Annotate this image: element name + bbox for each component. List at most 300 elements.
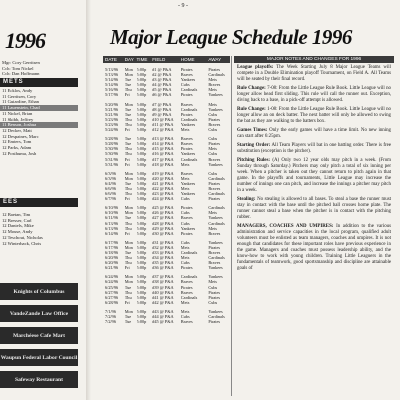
- home-team: Cardinals: [180, 116, 198, 122]
- game-day: Fri: [124, 156, 130, 162]
- game-time: 5:00p: [136, 92, 147, 98]
- rule-heading: Rule Change:: [237, 86, 266, 91]
- game-time: 5:00p: [136, 175, 147, 181]
- game-day: Mon: [124, 244, 133, 250]
- game-field: #31 @ P&A: [152, 239, 174, 245]
- home-team: Yankees: [180, 191, 196, 197]
- team-header-second: EES: [0, 198, 78, 207]
- game-day: Tue: [124, 106, 132, 112]
- roster-row: 11 Gerritsen, Cory: [2, 93, 37, 99]
- game-day: Tue: [124, 319, 132, 325]
- game-field: #36 @ P&A: [152, 265, 174, 271]
- game-day: Mon: [124, 101, 133, 107]
- schedule-row: [103, 265, 230, 270]
- game-date: 5/21/96: [105, 111, 119, 117]
- rule-text: (A) Only two 12 year olds may pitch in a week. (From Sunday through Saturday.) Pitchers may only pitch a total of six inning per week. When a pitcher is taken out they cannot return to pitch again in that game. In the playoffs and tournaments, Little League may increase the number of innings one can pitch, and increase the innings a pitcher may pitch in a week.: [237, 158, 391, 193]
- game-date: 6/27/96: [105, 294, 119, 300]
- page-gutter: [86, 0, 91, 400]
- roster-row: 12 Baetan, Tim: [2, 212, 31, 217]
- home-team: Pirates: [180, 146, 193, 152]
- sponsor-vandezande-law-office: VandeZande Law Office: [0, 305, 78, 322]
- away-team: Pirates: [208, 196, 221, 202]
- game-field: #23 @ P&A: [152, 191, 174, 197]
- roster-row: 12 Mouse, Andy: [2, 229, 33, 235]
- schedule-body: [103, 63, 230, 324]
- rule-paragraph: [237, 128, 391, 140]
- game-time: 5:00p: [136, 180, 147, 186]
- game-field: #6 @ P&A: [152, 92, 172, 98]
- game-field: #33 @ P&A: [152, 250, 174, 255]
- away-team: Cubs: [208, 284, 218, 290]
- game-field: #40 @ P&A: [152, 289, 174, 295]
- game-day: Fri: [124, 196, 130, 202]
- home-team: Cardinals: [180, 156, 198, 162]
- game-date: 6/10/96: [105, 210, 119, 216]
- game-time: 5:00p: [136, 151, 147, 157]
- game-time: 5:00p: [136, 156, 147, 162]
- game-time: 5:00p: [136, 111, 147, 117]
- away-team: Braves: [208, 260, 221, 266]
- away-team: Mets: [208, 210, 217, 216]
- home-team: Pirates: [180, 230, 193, 236]
- game-time: 5:00p: [136, 299, 147, 305]
- column-header-away: AWAY: [208, 57, 222, 62]
- game-day: Fri: [124, 265, 130, 271]
- game-field: #39 @ P&A: [152, 284, 174, 290]
- away-team: Braves: [208, 82, 221, 88]
- home-team: Mets: [180, 244, 190, 250]
- away-team: Yankees: [208, 239, 223, 245]
- game-time: 5:00p: [136, 196, 147, 202]
- away-team: Cubs: [208, 151, 218, 157]
- game-date: 6/24/96: [105, 279, 119, 285]
- game-field: #41 @ P&A: [152, 294, 174, 300]
- away-team: Pirates: [208, 294, 221, 300]
- away-team: Mets: [208, 101, 217, 107]
- roster-row: 12 Decker, Matt: [2, 127, 32, 133]
- home-team: Mets: [180, 127, 190, 133]
- game-day: Thu: [124, 255, 132, 261]
- game-field: #22 @ P&A: [152, 185, 174, 191]
- game-time: 5:00p: [136, 284, 147, 290]
- game-field: #1 @ P&A: [152, 67, 172, 72]
- game-time: 5:00p: [136, 289, 147, 295]
- game-date: 5/23/96: [105, 121, 119, 127]
- coach-list: [0, 60, 78, 77]
- rule-heading: League playoffs:: [237, 65, 274, 70]
- game-date: 6/20/96: [105, 255, 119, 261]
- home-team: Cardinals: [180, 106, 198, 112]
- game-time: 5:00p: [136, 72, 147, 78]
- game-day: Thu: [124, 146, 132, 152]
- game-day: Tue: [124, 77, 132, 83]
- away-team: Braves: [208, 156, 221, 162]
- rules-header: MAJOR NOTES AND CHANGES FOR 1996: [234, 56, 394, 63]
- home-team: Cubs: [180, 196, 190, 202]
- game-date: 5/30/96: [105, 151, 119, 157]
- home-team: Yankees: [180, 121, 196, 127]
- game-date: 5/21/96: [105, 106, 119, 112]
- rule-heading: Rule Change:: [237, 107, 266, 112]
- rule-paragraph: [237, 107, 391, 125]
- rule-heading: Pitching Rules:: [237, 158, 271, 163]
- home-team: Mets: [180, 299, 190, 305]
- game-day: Mon: [124, 274, 133, 280]
- away-team: Yankees: [208, 308, 223, 314]
- game-date: 7/1/96: [105, 308, 116, 314]
- away-team: Yankees: [208, 265, 223, 271]
- away-team: Cardinals: [208, 191, 225, 197]
- roster-row: 12 Daniels, Mike: [2, 223, 34, 229]
- game-day: Thu: [124, 87, 132, 93]
- away-team: Cardinals: [208, 220, 225, 226]
- game-field: #11 @ P&A: [152, 121, 174, 127]
- game-field: #15 @ P&A: [152, 146, 174, 152]
- game-date: 5/13/96: [105, 67, 119, 72]
- game-time: 5:00p: [136, 121, 147, 127]
- game-time: 5:00p: [136, 265, 147, 271]
- away-team: Yankees: [208, 92, 223, 98]
- rule-paragraph: [237, 197, 391, 221]
- sponsor-safeway-restaurant: Safeway Restaurant: [0, 371, 78, 388]
- game-date: 6/24/96: [105, 274, 119, 280]
- game-field: #17 @ P&A: [152, 156, 174, 162]
- away-team: Cardinals: [208, 205, 225, 211]
- game-day: Mon: [124, 279, 133, 285]
- game-field: #38 @ P&A: [152, 279, 174, 285]
- game-date: 5/28/96: [105, 141, 119, 147]
- game-field: #28 @ P&A: [152, 220, 174, 226]
- game-field: #9 @ P&A: [152, 111, 172, 117]
- rule-text: The Week Starting July 8 Major League Teams will compete in a Double Elimination playoff Tournament, on Field A. All Teams will be seated by their final record.: [237, 65, 392, 82]
- rule-text: No stealing is allowed to all bases. To steal a base the runner must stay in contact with the base until the pitched ball crosses home plate. The runner cannot steal a base when the pitcher is in contact with the pitching rubber.: [237, 197, 391, 220]
- game-day: Thu: [124, 289, 132, 295]
- team-roster-mets: [0, 88, 78, 156]
- roster-row: 12 Teschout, Nicholas: [2, 234, 43, 240]
- game-time: 5:00p: [136, 141, 147, 147]
- game-date: 6/10/96: [105, 205, 119, 211]
- roster-row: Mgr: Cory Gerritsen: [2, 60, 40, 65]
- game-time: 5:00p: [136, 146, 147, 152]
- home-team: Mets: [180, 308, 190, 314]
- game-field: #34 @ P&A: [152, 255, 174, 261]
- game-date: 5/14/96: [105, 77, 119, 83]
- game-time: 5:00p: [136, 274, 147, 280]
- column-header-time: TIME: [136, 57, 148, 62]
- home-team: Pirates: [180, 265, 193, 271]
- game-date: 6/13/96: [105, 220, 119, 226]
- roster-row: 11 Ecklos, Andy: [2, 88, 33, 93]
- game-date: 5/20/96: [105, 101, 119, 107]
- away-team: Pirates: [208, 116, 221, 122]
- home-team: Cardinals: [180, 274, 198, 280]
- game-field: #35 @ P&A: [152, 260, 174, 266]
- home-team: Pirates: [180, 67, 193, 72]
- roster-row: 12 Posthuma, Josh: [2, 150, 37, 156]
- game-field: #21 @ P&A: [152, 180, 174, 186]
- home-team: Yankees: [180, 225, 196, 231]
- game-field: #32 @ P&A: [152, 244, 174, 250]
- schedule-header-row: [103, 56, 230, 63]
- game-day: Tue: [124, 82, 132, 88]
- sponsor-marcheese-cafe-mart: Marchéese Cafe Mart: [0, 327, 78, 344]
- away-team: Braves: [208, 121, 221, 127]
- away-team: Yankees: [208, 106, 223, 112]
- page-title: Major League Schedule 1996: [110, 25, 352, 49]
- game-day: Tue: [124, 215, 132, 221]
- game-field: #10 @ P&A: [152, 116, 174, 122]
- away-team: Pirates: [208, 244, 221, 250]
- game-date: 6/13/96: [105, 225, 119, 231]
- home-team: Pirates: [180, 92, 193, 98]
- game-time: 5:00p: [136, 294, 147, 300]
- schedule-row: [103, 319, 230, 324]
- game-date: 6/11/96: [105, 215, 118, 221]
- game-day: Thu: [124, 191, 132, 197]
- game-date: 7/2/96: [105, 314, 116, 320]
- game-day: Fri: [124, 161, 130, 167]
- home-team: Braves: [180, 279, 193, 285]
- home-team: Yankees: [180, 151, 196, 157]
- game-day: Mon: [124, 308, 133, 314]
- game-date: 6/3/96: [105, 170, 116, 176]
- game-date: 7/2/96: [105, 319, 116, 325]
- game-date: 6/21/96: [105, 265, 119, 271]
- game-field: #12 @ P&A: [152, 127, 174, 133]
- roster-row: Cch: Tom Nickel: [2, 65, 34, 71]
- roster-row: 12 Bresser, Carl: [2, 217, 32, 223]
- away-team: Yankees: [208, 274, 223, 280]
- away-team: Pirates: [208, 180, 221, 186]
- rule-paragraph: [237, 158, 391, 194]
- game-time: 5:00p: [136, 244, 147, 250]
- game-time: 5:00p: [136, 82, 147, 88]
- away-team: Mets: [208, 77, 217, 83]
- game-day: Thu: [124, 220, 132, 226]
- game-day: Fri: [124, 230, 130, 236]
- game-day: Mon: [124, 210, 133, 216]
- game-field: #42 @ P&A: [152, 299, 174, 305]
- roster-row: 11 Skibb, Jeffrey: [2, 116, 34, 122]
- home-team: Cardinals: [180, 294, 198, 300]
- game-field: #8 @ P&A: [152, 106, 172, 112]
- rule-heading: Starting Order:: [237, 143, 271, 148]
- game-day: Fri: [124, 127, 130, 133]
- away-team: Mets: [208, 87, 217, 93]
- roster-row: 12 Emters, Tom: [2, 139, 32, 145]
- rule-text: In addition to the various administration and service capacities in the local program, qualified adult volunteers must be enlisted as team managers, coaches and umpires. It is not enough that candidates for these important roles have previous experience in the game. Managers and coaches must possess leadership ability, and the know-how to work with young children. Training Little Leaguers in the fundamentals of teamwork, good sportsmanship and discipline are attainable goals of: [237, 224, 391, 271]
- away-team: Cubs: [208, 170, 218, 176]
- game-time: 5:00p: [136, 255, 147, 261]
- game-day: Thu: [124, 116, 132, 122]
- game-time: 5:00p: [136, 170, 147, 176]
- home-team: Braves: [180, 72, 193, 78]
- game-time: 5:00p: [136, 215, 147, 221]
- game-field: #27 @ P&A: [152, 215, 174, 221]
- schedule-row: [103, 231, 230, 236]
- game-time: 5:00p: [136, 106, 147, 112]
- game-date: 5/31/96: [105, 156, 119, 162]
- game-field: #13 @ P&A: [152, 136, 174, 142]
- home-team: Pirates: [180, 205, 193, 211]
- game-day: Mon: [124, 170, 133, 176]
- game-day: Thu: [124, 260, 132, 266]
- game-field: #5 @ P&A: [152, 87, 172, 93]
- game-time: 5:00p: [136, 314, 147, 320]
- game-time: 5:00p: [136, 161, 147, 167]
- game-day: Mon: [124, 175, 133, 181]
- game-field: #3 @ P&A: [152, 77, 172, 83]
- game-field: #25 @ P&A: [152, 205, 174, 211]
- game-time: 5:00p: [136, 136, 147, 142]
- game-field: #7 @ P&A: [152, 101, 172, 107]
- game-date: 6/4/96: [105, 180, 116, 186]
- home-team: Cardinals: [180, 87, 198, 93]
- schedule-row: [103, 196, 230, 201]
- away-team: Cubs: [208, 136, 218, 142]
- away-team: Cardinals: [208, 314, 225, 320]
- game-date: 6/3/96: [105, 175, 116, 181]
- home-team: Braves: [180, 215, 193, 221]
- roster-row: 12 Winterhack, Chris: [2, 240, 42, 246]
- rule-text: 1-08: From the Little League Rule Book. Little League will no longer allow an on deck batter. The next batter will only be allowed to swing the bat as they are walking to the batters box.: [237, 107, 391, 124]
- game-time: 5:00p: [136, 205, 147, 211]
- rule-heading: MANAGERS, COACHES AND UMPIRES:: [237, 224, 334, 229]
- schedule-row: [103, 162, 230, 167]
- game-field: #30 @ P&A: [152, 230, 174, 236]
- game-field: #45 @ P&A: [152, 319, 174, 325]
- game-date: 5/24/96: [105, 127, 119, 133]
- game-time: 5:00p: [136, 239, 147, 245]
- away-team: Braves: [208, 250, 221, 255]
- game-date: 5/14/96: [105, 82, 119, 88]
- game-field: #43 @ P&A: [152, 308, 174, 314]
- column-header-home: HOME: [180, 57, 195, 62]
- game-field: #2 @ P&A: [152, 72, 172, 78]
- away-team: Pirates: [208, 67, 221, 72]
- year-heading: 1996: [5, 28, 45, 53]
- game-day: Tue: [124, 136, 132, 142]
- away-team: Yankees: [208, 161, 223, 167]
- home-team: Braves: [180, 170, 193, 176]
- game-day: Tue: [124, 180, 132, 186]
- game-time: 5:00p: [136, 279, 147, 285]
- sponsor-waupun-federal-labor-council: Waupun Federal Labor Council: [0, 349, 78, 366]
- away-team: Cardinals: [208, 175, 225, 181]
- game-time: 5:00p: [136, 77, 147, 83]
- away-team: Cubs: [208, 111, 218, 117]
- away-team: Cardinals: [208, 255, 225, 261]
- home-team: Cubs: [180, 82, 190, 88]
- game-day: Mon: [124, 67, 133, 72]
- game-field: #16 @ P&A: [152, 151, 174, 157]
- game-field: #44 @ P&A: [152, 314, 174, 320]
- away-team: Cubs: [208, 127, 218, 133]
- game-day: Tue: [124, 111, 132, 117]
- away-team: Mets: [208, 146, 217, 152]
- home-team: Cubs: [180, 220, 190, 226]
- rule-heading: Stealing:: [237, 197, 256, 202]
- game-day: Tue: [124, 314, 132, 320]
- home-team: Mets: [180, 255, 190, 261]
- game-field: #18 @ P&A: [152, 161, 174, 167]
- game-date: 6/6/96: [105, 185, 116, 191]
- home-team: Braves: [180, 101, 193, 107]
- roster-row: 12 Despaines, Marc: [2, 133, 39, 139]
- team-roster-second: [0, 212, 78, 246]
- game-date: 6/17/96: [105, 244, 119, 250]
- rule-paragraph: [237, 224, 391, 272]
- rule-text: All Team Players will bat in one batting order. There is free substitution (exception is the pitcher).: [237, 143, 391, 154]
- column-header-day: DAY: [124, 57, 134, 62]
- roster-row: Cch: Dan Hoffmann: [2, 71, 40, 77]
- game-date: 6/18/96: [105, 250, 119, 255]
- home-team: Braves: [180, 136, 193, 142]
- game-field: #19 @ P&A: [152, 170, 174, 176]
- column-header-date: DATE: [105, 57, 117, 62]
- rule-paragraph: [237, 143, 391, 155]
- away-team: Pirates: [208, 319, 221, 325]
- game-date: 5/30/96: [105, 146, 119, 152]
- game-day: Tue: [124, 141, 132, 147]
- game-day: Tue: [124, 284, 132, 290]
- game-time: 5:00p: [136, 319, 147, 325]
- away-team: Mets: [208, 279, 217, 285]
- game-time: 5:00p: [136, 210, 147, 216]
- game-day: Fri: [124, 299, 130, 305]
- away-team: Cardinals: [208, 72, 225, 78]
- rule-paragraph: [237, 86, 391, 104]
- game-date: 6/17/96: [105, 239, 119, 245]
- game-time: 5:00p: [136, 87, 147, 93]
- rules-body: [234, 63, 394, 272]
- home-team: Yankees: [180, 77, 196, 83]
- left-column: [0, 0, 78, 400]
- home-team: Mets: [180, 175, 190, 181]
- schedule-row: [103, 300, 230, 305]
- home-team: Cubs: [180, 210, 190, 216]
- schedule-row: [103, 92, 230, 97]
- home-team: Braves: [180, 319, 193, 325]
- game-time: 5:00p: [136, 220, 147, 226]
- game-field: #20 @ P&A: [152, 175, 174, 181]
- game-date: 5/28/96: [105, 136, 119, 142]
- home-team: Pirates: [180, 111, 193, 117]
- schedule-row: [103, 127, 230, 132]
- game-time: 5:00p: [136, 101, 147, 107]
- home-team: Cubs: [180, 260, 190, 266]
- game-time: 5:00p: [136, 67, 147, 72]
- away-team: Cubs: [208, 299, 218, 305]
- rule-text: Only the early games will have a time limit. No new inning can start after 6:25pm.: [237, 128, 392, 139]
- game-day: Mon: [124, 239, 133, 245]
- game-time: 5:00p: [136, 185, 147, 191]
- home-team: Mets: [180, 185, 190, 191]
- game-date: 6/25/96: [105, 284, 119, 290]
- home-team: Braves: [180, 289, 193, 295]
- game-time: 5:00p: [136, 250, 147, 255]
- game-day: Mon: [124, 72, 133, 78]
- home-team: Cubs: [180, 239, 190, 245]
- away-team: Braves: [208, 185, 221, 191]
- game-field: #4 @ P&A: [152, 82, 172, 88]
- home-team: Braves: [180, 141, 193, 147]
- game-date: 5/16/96: [105, 87, 119, 93]
- roster-row: 12 Parks, Adam: [2, 145, 32, 151]
- roster-row: 11 Nickel, Brian: [2, 110, 33, 116]
- rules-column: [234, 56, 394, 396]
- game-field: #26 @ P&A: [152, 210, 174, 216]
